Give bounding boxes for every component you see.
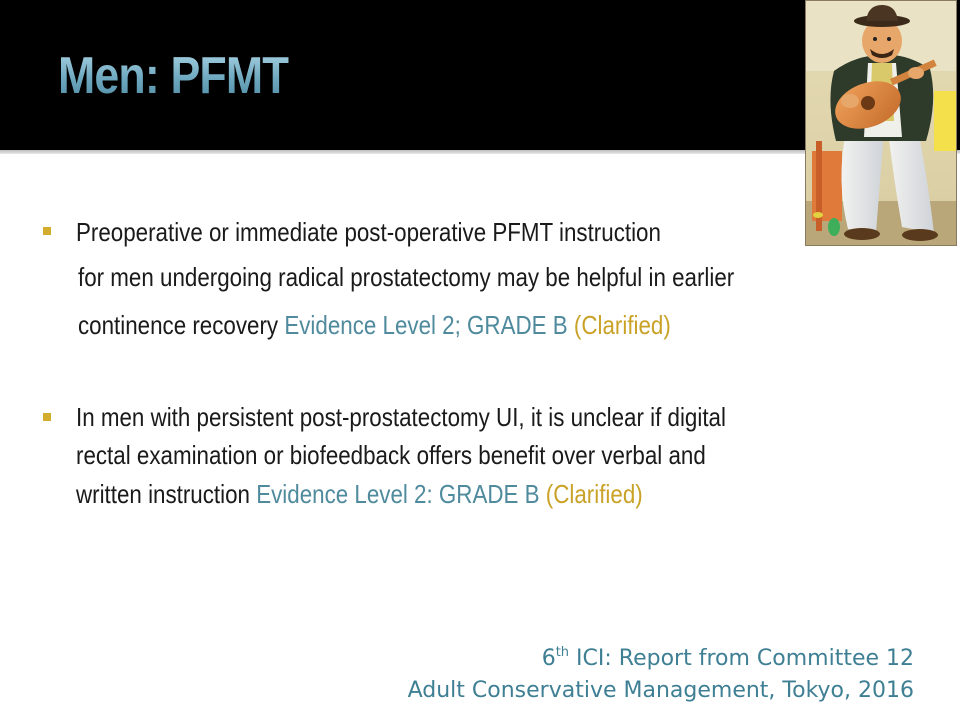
citation-line-1 (541, 645, 914, 671)
bullet-2-line-3 (76, 481, 643, 507)
bullet-text: for men undergoing radical prostatectomy may be helpful in earlier (78, 262, 735, 292)
citation-ordinal: 6 (541, 646, 556, 671)
slide-title: Men: PFMT (58, 47, 289, 105)
bullet-text: Preoperative or immediate post-operative PFMT instruction (76, 217, 661, 247)
clarified-tag: (Clarified) (573, 310, 671, 340)
citation-title: ICI: Report from Committee 12 (569, 646, 914, 671)
bullet-text: continence recovery (78, 310, 285, 340)
bullet-1-line-2 (78, 264, 734, 290)
bullet-2-line-1 (76, 404, 726, 430)
clarified-tag: (Clarified) (545, 479, 643, 509)
citation-subtitle: Adult Conservative Management, Tokyo, 2016 (407, 678, 914, 703)
citation-line-2 (408, 680, 914, 702)
bullet-1-line-3 (78, 312, 671, 338)
evidence-level: Evidence Level 2: GRADE B (256, 479, 540, 509)
bullet-text: In men with persistent post-prostatectomy UI, it is unclear if digital (76, 402, 726, 432)
evidence-level: Evidence Level 2; GRADE B (284, 310, 568, 340)
bullet-text: rectal examination or biofeedback offers benefit over verbal and (76, 440, 706, 470)
bullet-marker (43, 227, 51, 235)
citation-ordinal-suffix: th (555, 645, 570, 660)
bullet-1-line-1 (76, 219, 661, 245)
bullet-text: written instruction (76, 479, 257, 509)
bullet-2-line-2 (76, 442, 706, 468)
bullet-marker (43, 413, 51, 421)
